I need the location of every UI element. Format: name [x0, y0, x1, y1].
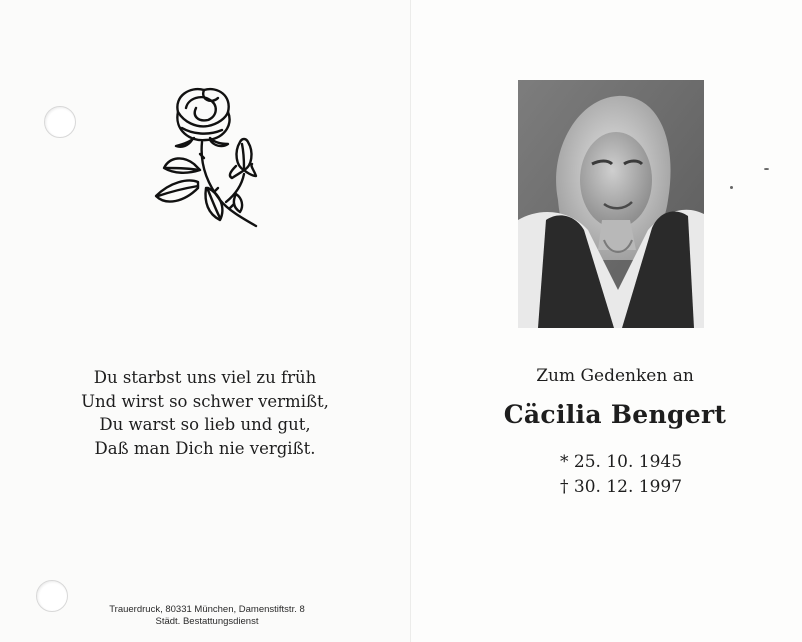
- punch-hole-bottom: [36, 580, 68, 612]
- memorial-caption: Zum Gedenken an: [536, 366, 694, 386]
- verse-line: Daß man Dich nie vergißt.: [94, 438, 316, 458]
- deceased-name: Cäcilia Bengert: [503, 400, 727, 429]
- verse-line: Du starbst uns viel zu früh: [93, 368, 317, 387]
- portrait-photo: [518, 80, 704, 328]
- printer-imprint: [82, 604, 332, 628]
- punch-hole-top: [44, 106, 76, 138]
- death-date: † 30. 12. 1997: [560, 477, 683, 497]
- paper-speck: [764, 168, 769, 170]
- printer-service: Städt. Bestattungsdienst: [155, 616, 259, 627]
- verse: [60, 366, 350, 460]
- paper-speck: [730, 186, 733, 189]
- rose-icon: [148, 82, 268, 232]
- verse-line: Du warst so lieb und gut,: [99, 415, 311, 434]
- printer-address: Trauerdruck, 80331 München, Damenstiftstr. 8: [109, 604, 305, 615]
- birth-date: * 25. 10. 1945: [560, 452, 683, 472]
- verse-line: Und wirst so schwer vermißt,: [81, 391, 329, 411]
